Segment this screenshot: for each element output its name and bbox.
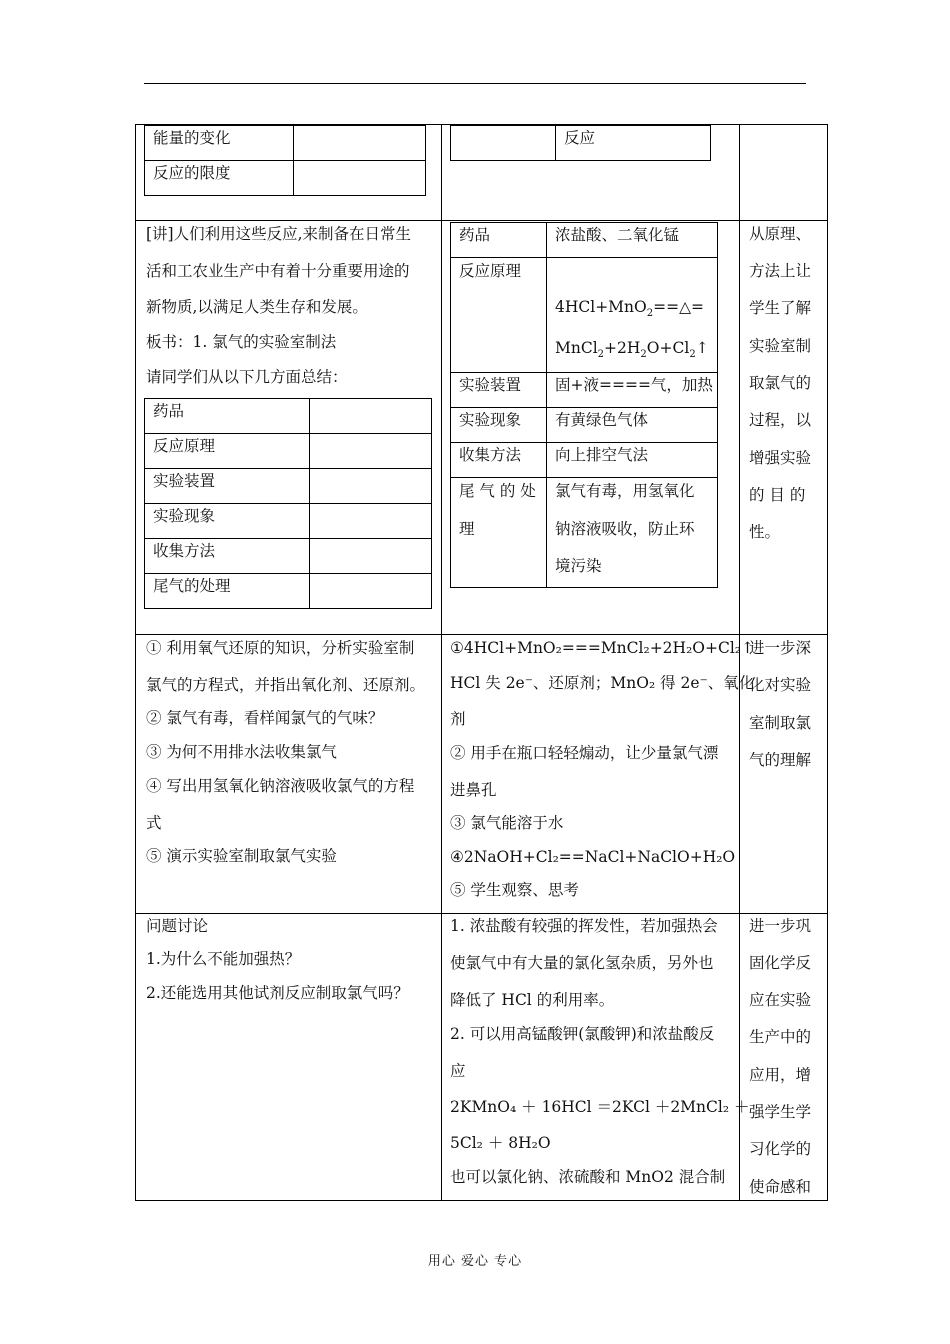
text-line: 尾 气 的 处 [459, 482, 536, 501]
text-line: 钠溶液吸收，防止环 [555, 519, 695, 538]
text-line: 请同学们从以下几方面总结： [146, 368, 348, 386]
text-line: 实验室制 [749, 337, 812, 355]
text-line: ② 用手在瓶口轻轻煽动，让少量氯气漂 [450, 744, 719, 762]
table-cell: 药品 [451, 223, 547, 258]
equation-text: ↑ [695, 339, 709, 358]
text-line: ⑤ 学生观察、思考 [450, 881, 579, 899]
table-cell: 实验现象 [145, 504, 310, 539]
text-line: 剂 [450, 710, 466, 728]
text-line: HCl 失 2e⁻、还原剂；MnO₂ 得 2e⁻、氧化 [450, 674, 755, 692]
text-line: ④ 写出用氢氧化钠溶液吸收氯气的方程 [146, 777, 415, 795]
text-line: 学生了解 [749, 299, 812, 317]
table-cell [310, 574, 432, 609]
equation-text: ==△= [653, 298, 705, 316]
text-line: 方法上让 [749, 262, 812, 280]
row-divider-1 [135, 220, 828, 221]
summary-blank-table [144, 398, 432, 609]
text-line: 降低了 HCl 的利用率。 [450, 991, 615, 1009]
table-cell: 实验现象 [451, 408, 547, 443]
text-line: 理 [459, 519, 475, 538]
subscript: 2 [640, 349, 647, 361]
text-line: 应 [450, 1062, 466, 1080]
table-cell [451, 126, 556, 161]
text-line: 境污染 [555, 557, 602, 576]
reaction-mini-table [450, 125, 711, 161]
text-line: ④2NaOH+Cl₂==NaCl+NaClO+H₂O [450, 848, 736, 866]
text-line: ③ 氯气能溶于水 [450, 814, 564, 832]
table-cell: 向上排空气法 [547, 443, 718, 478]
table-border-right [827, 124, 828, 1201]
table-border-bottom [135, 1200, 828, 1201]
text-line: 应在实验 [749, 991, 812, 1009]
table-border-col1 [441, 124, 442, 1201]
table-cell [294, 126, 426, 161]
text-line: 新物质,以满足人类生存和发展。 [146, 298, 368, 316]
reaction-equation-cell [547, 258, 718, 373]
table-cell: 能量的变化 [145, 126, 294, 161]
text-line: 使命感和 [749, 1178, 812, 1196]
text-line: 室制取氯 [749, 714, 812, 732]
text-line: 进一步深 [749, 639, 812, 657]
text-line: 2. 可以用高锰酸钾(氯酸钾)和浓盐酸反 [450, 1025, 715, 1043]
row-divider-3 [135, 913, 828, 914]
table-cell: 固+液====气，加热 [547, 373, 718, 408]
table-border-left [135, 124, 136, 1201]
text-line: 生产中的 [749, 1028, 812, 1046]
text-line: 过程，以 [749, 411, 812, 429]
text-line: ① 利用氧气还原的知识，分析实验室制 [146, 639, 415, 657]
equation-text: MnCl [555, 339, 598, 358]
text-line: 固化学反 [749, 954, 812, 972]
equation-text: 4HCl+MnO [555, 298, 647, 316]
table-cell: 实验装置 [451, 373, 547, 408]
text-line: [讲]人们利用这些反应,来制备在日常生 [146, 225, 412, 243]
text-line: ② 氯气有毒，看样闻氯气的气味？ [146, 709, 384, 727]
header-rule [144, 83, 806, 84]
table-cell: 收集方法 [145, 539, 310, 574]
subscript: 2 [646, 308, 654, 320]
table-cell: 实验装置 [145, 469, 310, 504]
table-cell: 有黄绿色气体 [547, 408, 718, 443]
text-line: 2.还能选用其他试剂反应制取氯气吗？ [146, 984, 409, 1002]
table-cell: 浓盐酸、二氧化锰 [547, 223, 718, 258]
text-line: 板书：1. 氯气的实验室制法 [146, 333, 337, 351]
text-line: 活和工农业生产中有着十分重要用途的 [146, 262, 410, 280]
text-line: 化对实验 [749, 676, 812, 694]
page-footer: 用心 爱心 专心 [427, 1254, 523, 1269]
table-cell: 反应的限度 [145, 161, 294, 196]
table-cell [310, 434, 432, 469]
table-cell [310, 399, 432, 434]
table-cell: 药品 [145, 399, 310, 434]
table-cell [294, 161, 426, 196]
text-line: 从原理、 [749, 225, 812, 243]
text-line: 氯气的方程式，并指出氧化剂、还原剂。 [146, 676, 426, 694]
text-line: 强学生学 [749, 1103, 812, 1121]
lab-method-table [450, 222, 718, 588]
text-line: 也可以氯化钠、浓硫酸和 MnO2 混合制 [450, 1168, 726, 1186]
text-line: 问题讨论 [146, 917, 209, 935]
table-cell [310, 469, 432, 504]
energy-limit-table [144, 125, 426, 196]
row-divider-2 [135, 634, 828, 635]
equation-text: O+Cl [646, 339, 690, 358]
table-cell: 反应原理 [451, 258, 547, 373]
table-cell: 尾气的处理 [145, 574, 310, 609]
table-border-col2 [739, 124, 740, 1201]
table-cell [310, 504, 432, 539]
text-line: 式 [146, 814, 162, 832]
subscript: 2 [689, 349, 696, 361]
text-line: 5Cl₂ ＋ 8H₂O [450, 1134, 551, 1152]
text-line: 习化学的 [749, 1140, 812, 1158]
text-line: 1.为什么不能加强热？ [146, 950, 301, 968]
table-cell: 反应原理 [145, 434, 310, 469]
text-line: 进一步巩 [749, 917, 812, 935]
text-line: 2KMnO₄ ＋ 16HCl ＝2KCl ＋2MnCl₂ ＋ [450, 1098, 750, 1116]
text-line: 气的理解 [749, 751, 812, 769]
table-cell: 收集方法 [451, 443, 547, 478]
text-line: 性。 [749, 523, 781, 541]
table-cell: 反应 [556, 126, 711, 161]
subscript: 2 [597, 349, 605, 361]
text-line: ③ 为何不用排水法收集氯气 [146, 743, 337, 761]
text-line: 1. 浓盐酸有较强的挥发性，若加强热会 [450, 917, 718, 935]
text-line: 进鼻孔 [450, 781, 497, 799]
equation-text: +2H [604, 339, 641, 358]
text-line: 应用，增 [749, 1066, 812, 1084]
text-line: ①4HCl+MnO₂===MnCl₂+2H₂O+Cl₂↑ [450, 639, 754, 657]
text-line: 增强实验 [749, 449, 812, 467]
table-cell [310, 539, 432, 574]
text-line: ⑤ 演示实验室制取氯气实验 [146, 847, 337, 865]
text-line: 的 目 的 [749, 486, 806, 504]
text-line: 使氯气中有大量的氯化氢杂质，另外也 [450, 954, 714, 972]
text-line: 氯气有毒，用氢氧化 [555, 482, 695, 501]
table-cell [451, 478, 547, 588]
text-line: 取氯气的 [749, 374, 812, 392]
table-cell [547, 478, 718, 588]
